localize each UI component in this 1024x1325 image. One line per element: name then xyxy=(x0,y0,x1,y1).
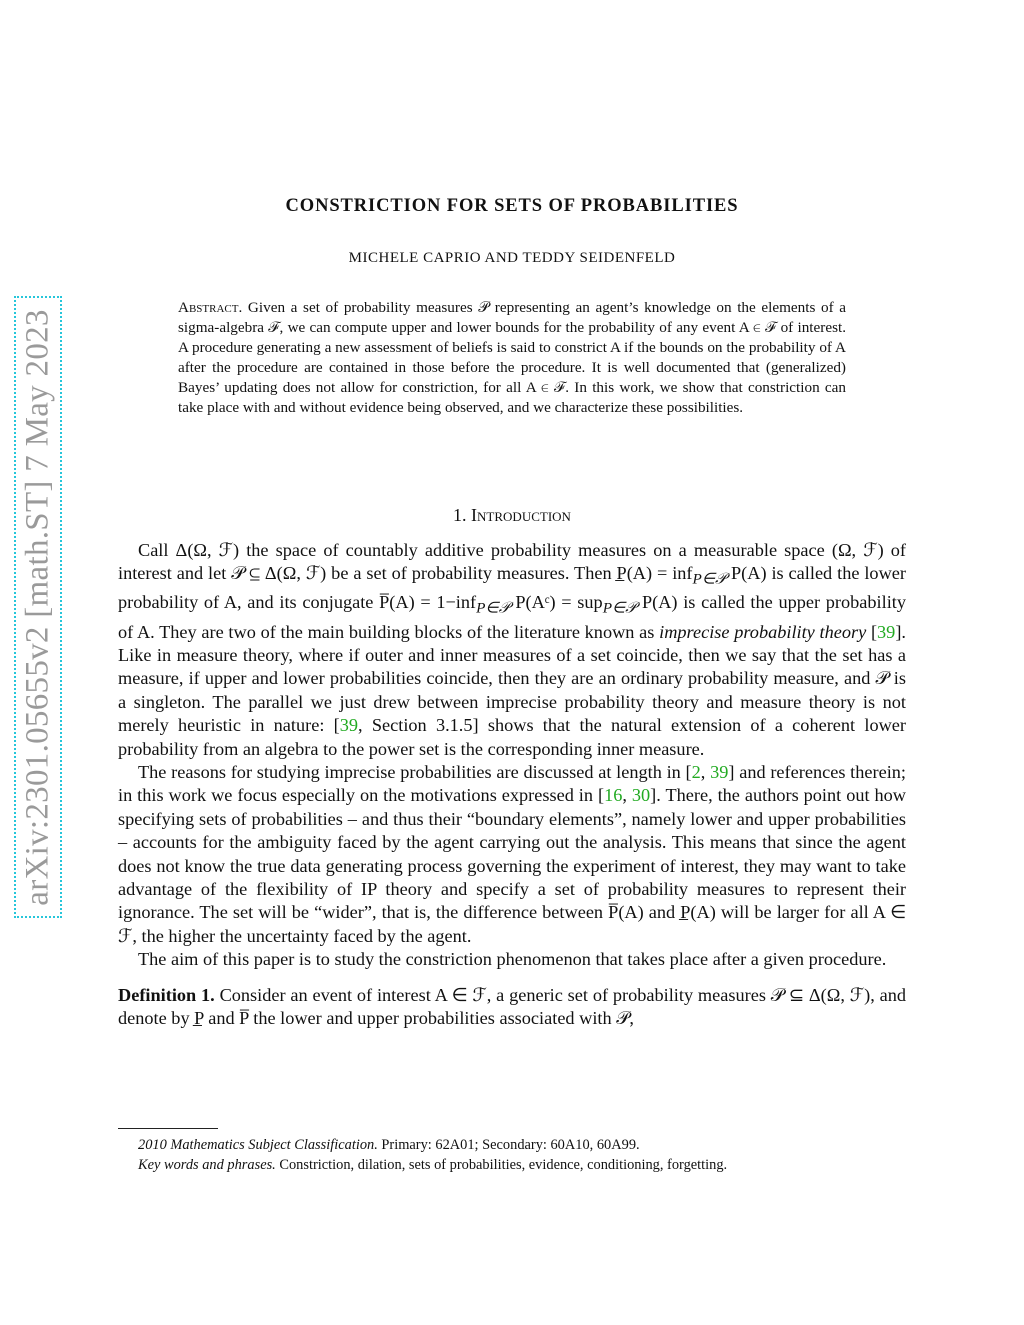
paragraph-3: The aim of this paper is to study the constriction phenomenon that takes place after a given procedure. xyxy=(138,949,887,970)
footnote-keywords xyxy=(118,1155,906,1175)
p2-text-a: The reasons for studying imprecise probabilities are discussed at length in [ xyxy=(138,761,692,782)
definition-label: Definition 1. xyxy=(118,984,215,1005)
msc-text: Primary: 62A01; Secondary: 60A10, 60A99. xyxy=(377,1137,640,1153)
p1-text-b: P(A) is called the lower probability of A, and its conjugate P̅(A) = 1−inf xyxy=(118,563,906,613)
definition-1 xyxy=(118,984,906,1031)
footnote-msc xyxy=(118,1135,906,1155)
section-title: Introduction xyxy=(471,505,571,525)
p1-text-a: Call Δ(Ω, ℱ) the space of countably additive probability measures on a measurable space (Ω, ℱ) of interest and let 𝒫 ⊆ Δ(Ω, ℱ) be a set of probability measures. Then P̲(A) = inf xyxy=(118,540,906,584)
paper-authors: MICHELE CAPRIO AND TEDDY SEIDENFELD xyxy=(348,250,676,266)
p1-text-d: P(A) is called the upper probability of A. They are two of the main building blocks of the literature known as xyxy=(118,592,906,642)
paragraph-2: The reasons for studying imprecise probabilities are discussed at length in [2, 39] and references therein; in this work we focus especially on the motivations expressed in [16, 30]. There, the authors point out how specifying sets of probabilities – and thus their “boundary elements”, namely lower and upper probabilities – accounts for the ambiguity faced by the agent carrying out the analysis. This means that since the agent does not know the true data generating process governing the experiment of interest, they may want to take advantage of the flexibility of IP theory and specify a set of probability measures to represent their ignorance. The set will be “wider”, that is, the difference between P̅(A) and P̲(A) will be larger for all A ∈ ℱ, the higher the uncertainty faced by the agent. xyxy=(118,761,906,946)
section-number: 1. xyxy=(453,505,467,525)
footnotes xyxy=(118,1135,906,1175)
abstract-label: Abstract. xyxy=(178,299,243,316)
citation-16[interactable]: 16 xyxy=(604,785,623,806)
paper-title: CONSTRICTION FOR SETS OF PROBABILITIES xyxy=(285,196,739,216)
abstract xyxy=(178,298,846,419)
p1-subscript-1: P∈𝒫 xyxy=(692,571,727,589)
definition-text: Consider an event of interest A ∈ ℱ, a generic set of probability measures 𝒫 ⊆ Δ(Ω, ℱ), and denote by P̲ and P̅ the lower and upper probabilities associated with 𝒫, xyxy=(118,984,906,1029)
citation-39[interactable]: 39 xyxy=(877,621,896,642)
abstract-text: Given a set of probability measures 𝒫 representing an agent’s knowledge on the elements of a sigma-algebra ℱ, we can compute upper and lower bounds for the probability of any event A ∈ ℱ of interest. A procedure generating a new assessment of beliefs is said to constrict A if the bounds on the probability of A after the procedure are contained in those before the procedure. It is well documented that (generalized) Bayes’ updating does not allow for constriction, for all A ∈ ℱ. In this work, we show that constriction can take place with and without evidence being observed, and we characterize these possibilities. xyxy=(178,299,847,417)
p1-subscript-3: P∈𝒫 xyxy=(602,600,637,618)
p1-text-c: P(Aᶜ) = sup xyxy=(509,592,603,613)
citation-39[interactable]: 39 xyxy=(339,715,359,736)
section-heading xyxy=(0,505,1024,526)
body-text xyxy=(118,539,906,1030)
keywords-label: Key words and phrases. xyxy=(138,1157,276,1173)
msc-label: 2010 Mathematics Subject Classification. xyxy=(138,1137,378,1153)
footnote-rule xyxy=(118,1128,218,1129)
p1-text-e: . Like in measure theory, where if outer and inner measures of a set coincide, then we say that the set has a measure, if upper and lower probabilities coincide, then they are an ordinary probability measure, and 𝒫 is a singleton. The parallel we just drew between imprecise probability theory and measure theory is not merely heuristic in nature: [ xyxy=(118,621,906,736)
citation-39[interactable]: 39 xyxy=(710,761,729,782)
p2-text-c: ]. There, the authors point out how specifying sets of probabilities – and thus their “boundary elements”, namely lower and upper probabilities – accounts for the ambiguity faced by the agent carrying out the analysis. This means that since the agent does not know the true data generating process governing the experiment of interest, they may want to take advantage of the flexibility of IP theory and specify a set of probability measures to represent their ignorance. The set will be “wider”, that is, the difference between P̅(A) and P̲(A) will be larger for all A ∈ ℱ, the higher the uncertainty faced by the agent. xyxy=(118,785,906,946)
arxiv-identifier[interactable]: arXiv:2301.05655v2 [math.ST] 7 May 2023 xyxy=(19,308,56,906)
p1-emphasis: imprecise probability theory xyxy=(659,621,867,642)
p1-subscript-2: P∈𝒫 xyxy=(476,600,510,618)
citation-30[interactable]: 30 xyxy=(631,785,651,806)
p2-text-b: ] and references therein; in this work we focus especially on the motivations expressed in [ xyxy=(118,761,906,806)
citation-2[interactable]: 2 xyxy=(691,761,701,782)
p1-text-f: , Section 3.1.5] shows that the natural extension of a coherent lower probability from an algebra to the power set is the corresponding inner measure. xyxy=(118,715,906,759)
arxiv-stamp[interactable] xyxy=(14,296,62,918)
keywords-text: Constriction, dilation, sets of probabilities, evidence, conditioning, forgetting. xyxy=(275,1157,728,1173)
paragraph-1: Call Δ(Ω, ℱ) the space of countably additive probability measures on a measurable space (Ω, ℱ) of interest and let 𝒫 ⊆ Δ(Ω, ℱ) be a set of probability measures. Then P̲(A) = inf$_{P\in 𝒫}$ P(A) is called the lower probability of A, and its conjugate P̅(A) = 1−inf$_{P\in 𝒫}$ P(Aᶜ) = sup$_{P\in 𝒫}$ P(A) is called the upper probability of A. They are two of the main building blocks of the literature known as imprecise probability theory [39]. Like in measure theory, where if outer and inner measures of a set coincide, then we say that the set has a measure, if upper and lower probabilities coincide, then they are an ordinary probability measure, and 𝒫 is a singleton. The parallel we just drew between imprecise probability theory and measure theory is not merely heuristic in nature: [39, Section 3.1.5] shows that the natural extension of a coherent lower probability from an algebra to the power set is the corresponding inner measure. xyxy=(118,540,906,759)
